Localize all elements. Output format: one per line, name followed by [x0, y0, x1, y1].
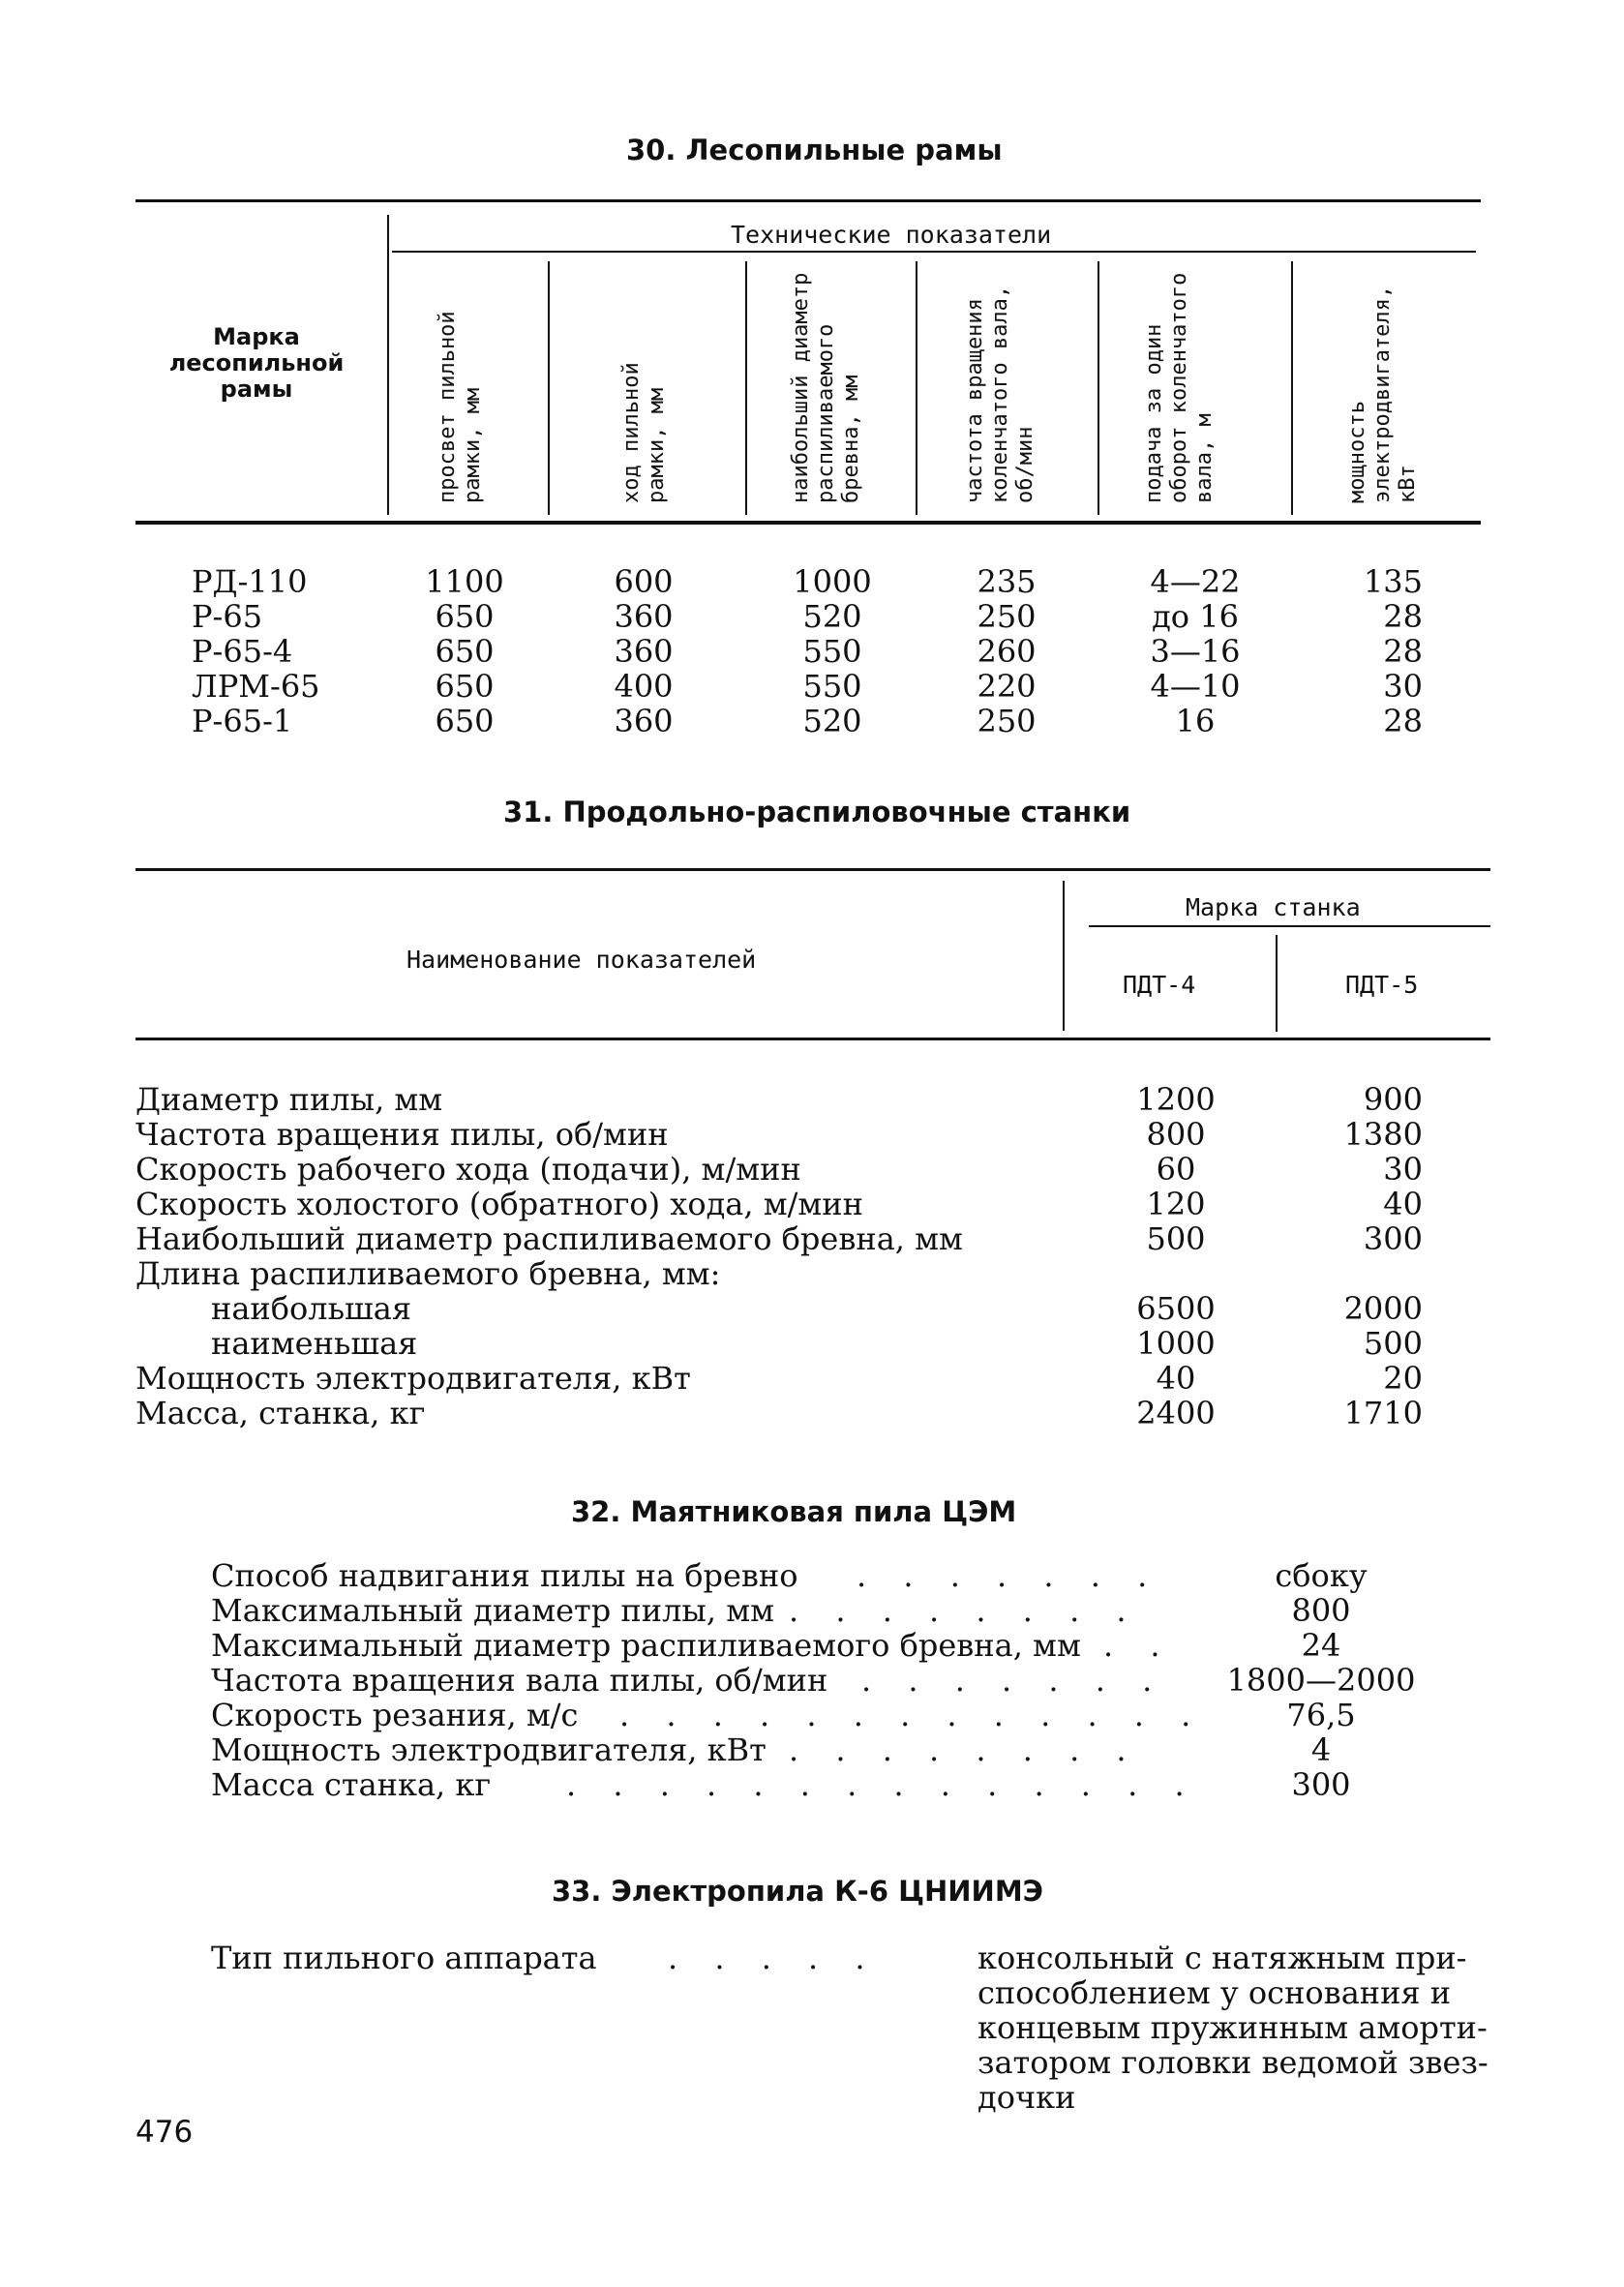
- table-31-name-header: Наименование показателей: [406, 946, 757, 974]
- table-31-col-2: ПДТ-5: [1345, 971, 1419, 999]
- table-30-title: 30. Лесопильные рамы: [626, 134, 1003, 166]
- table-30-header-rule: [135, 521, 1481, 525]
- table-row-label: Диаметр пилы, мм: [135, 1081, 443, 1118]
- spec-label: Тип пильного аппарата: [211, 1940, 597, 1976]
- frame-name: Р-65: [192, 598, 263, 635]
- table-cell: 6500: [1136, 1290, 1216, 1327]
- table-cell: 60: [1156, 1151, 1196, 1188]
- table-cell: 120: [1146, 1186, 1206, 1222]
- table-cell: 550: [802, 668, 862, 705]
- value-line: концевым пружинным аморти-: [977, 2009, 1488, 2046]
- leader-dots: . . . . . . .: [861, 1662, 1166, 1699]
- spec-value: 76,5: [1286, 1697, 1356, 1733]
- frame-name: ЛРМ-65: [192, 668, 320, 705]
- table-row-label: Масса, станка, кг: [135, 1395, 426, 1431]
- leader-dots: . . . . .: [668, 1940, 879, 1976]
- table-30-sep-1: [387, 215, 389, 515]
- spec-label: Мощность электродвигателя, кВт: [211, 1731, 767, 1768]
- table-30-group-header: Технические показатели: [731, 221, 1052, 249]
- table-31-title: 31. Продольно-распиловочные станки: [503, 796, 1131, 828]
- table-30-sep-4: [916, 261, 917, 515]
- table-row-label: Скорость рабочего хода (подачи), м/мин: [135, 1151, 801, 1188]
- leader-dots: . . . . . . . . . . . . . .: [566, 1766, 1198, 1803]
- table-cell: 520: [802, 703, 862, 739]
- table-30-sep-3: [745, 261, 747, 515]
- table-cell: 360: [614, 703, 674, 739]
- column-header-6: мощность электродвигателя, кВт: [1345, 285, 1420, 503]
- table-cell: 650: [435, 703, 495, 739]
- table-cell: 40: [1383, 1186, 1423, 1222]
- spec-label: Масса станка, кг: [211, 1766, 492, 1803]
- table-cell: 235: [977, 563, 1037, 600]
- frame-name: РД-110: [192, 563, 308, 600]
- value-line: консольный с натяжным при-: [977, 1940, 1467, 1976]
- value-line: затором головки ведомой звез-: [977, 2044, 1489, 2081]
- table-cell: 1710: [1343, 1395, 1423, 1431]
- table-cell: 28: [1383, 598, 1423, 635]
- table-cell: 28: [1383, 633, 1423, 670]
- table-cell: 500: [1146, 1220, 1206, 1257]
- page-number: 476: [135, 2115, 194, 2150]
- table-31-sep-1: [1063, 881, 1065, 1031]
- table-cell: 4—10: [1150, 668, 1241, 705]
- spec-label: Способ надвигания пилы на бревно: [211, 1557, 798, 1594]
- table-cell: 1000: [793, 563, 872, 600]
- table-cell: 250: [977, 703, 1037, 739]
- table-cell: 20: [1383, 1360, 1423, 1397]
- leader-dots: . . . . . . . .: [789, 1731, 1140, 1768]
- table-cell: 550: [802, 633, 862, 670]
- table-row-label: Наибольший диаметр распиливаемого бревна, мм: [135, 1220, 963, 1257]
- table-cell: 30: [1383, 668, 1423, 705]
- row-header-text: Марка лесопильной рамы: [168, 323, 345, 403]
- column-header-1: просвет пильной рамки, мм: [436, 311, 485, 503]
- frame-name: Р-65-1: [192, 703, 293, 739]
- table-cell: 260: [977, 633, 1037, 670]
- table-cell: 360: [614, 633, 674, 670]
- table-cell: 220: [977, 668, 1037, 705]
- column-header-3: наибольший диаметр распиливаемого бревна, мм: [789, 272, 863, 503]
- value-line: дочки: [977, 2079, 1076, 2116]
- table-30-top-rule: [135, 199, 1481, 202]
- spec-value: 800: [1291, 1592, 1351, 1629]
- table-cell: 650: [435, 633, 495, 670]
- spec-value: 24: [1301, 1627, 1341, 1664]
- table-cell: 650: [435, 598, 495, 635]
- spec-label: Максимальный диаметр пилы, мм: [211, 1592, 774, 1629]
- spec-value: 300: [1291, 1766, 1351, 1803]
- spec-value: 1800—2000: [1226, 1662, 1416, 1699]
- value-line: способлением у основания и: [977, 1974, 1452, 2011]
- section-33-title: 33. Электропила К-6 ЦНИИМЭ: [552, 1875, 1043, 1908]
- table-30-row-header: [135, 324, 377, 403]
- table-cell: 600: [614, 563, 674, 600]
- table-cell: 1100: [425, 563, 504, 600]
- table-row-label: Мощность электродвигателя, кВт: [135, 1360, 691, 1397]
- spec-value: 4: [1310, 1731, 1332, 1768]
- leader-dots: . . . . . . . .: [789, 1592, 1140, 1629]
- table-31-header-rule: [135, 1038, 1490, 1040]
- table-cell: 400: [614, 668, 674, 705]
- table-31-col-1: ПДТ-4: [1123, 971, 1196, 999]
- table-cell: до 16: [1152, 598, 1239, 635]
- leader-dots: . . . . . . . . . . . . .: [619, 1697, 1205, 1733]
- table-cell: 800: [1146, 1116, 1206, 1153]
- table-cell: 135: [1363, 563, 1423, 600]
- table-30-group-rule: [392, 251, 1476, 253]
- frame-name: Р-65-4: [192, 633, 293, 670]
- table-31-sep-2: [1276, 935, 1278, 1032]
- table-cell: 1000: [1136, 1325, 1216, 1362]
- leader-dots: . .: [1103, 1627, 1174, 1664]
- table-cell: 900: [1363, 1081, 1423, 1118]
- table-cell: 250: [977, 598, 1037, 635]
- table-cell: 360: [614, 598, 674, 635]
- table-30-sep-6: [1291, 261, 1293, 515]
- spec-label: Максимальный диаметр распиливаемого бревна, мм: [211, 1627, 1081, 1664]
- table-30-sep-5: [1098, 261, 1099, 515]
- table-cell: 1380: [1343, 1116, 1423, 1153]
- spec-value: сбоку: [1275, 1557, 1368, 1594]
- table-cell: 28: [1383, 703, 1423, 739]
- table-cell: 40: [1156, 1360, 1196, 1397]
- table-cell: 300: [1363, 1220, 1423, 1257]
- table-cell: 1200: [1136, 1081, 1216, 1118]
- column-header-5: подача за один оборот коленчатого вала, м: [1142, 272, 1217, 503]
- table-row-label: Частота вращения пилы, об/мин: [135, 1116, 669, 1153]
- table-row-label: наибольшая: [211, 1290, 412, 1327]
- table-row-label: наименьшая: [211, 1325, 418, 1362]
- column-header-2: ход пильной рамки, мм: [619, 362, 669, 503]
- table-cell: 4—22: [1150, 563, 1241, 600]
- leader-dots: . . . . . . .: [857, 1557, 1161, 1594]
- table-cell: 3—16: [1150, 633, 1241, 670]
- table-cell: 520: [802, 598, 862, 635]
- table-cell: 16: [1175, 703, 1216, 739]
- spec-label: Частота вращения вала пилы, об/мин: [211, 1662, 828, 1699]
- table-30-sep-2: [548, 261, 550, 515]
- spec-label: Скорость резания, м/с: [211, 1697, 579, 1733]
- table-row-label: Длина распиливаемого бревна, мм:: [135, 1255, 721, 1292]
- table-cell: 2400: [1136, 1395, 1216, 1431]
- table-31-group-header: Марка станка: [1186, 893, 1361, 921]
- table-31-group-rule: [1089, 925, 1490, 927]
- table-row-label: Скорость холостого (обратного) хода, м/мин: [135, 1186, 863, 1222]
- column-header-4: частота вращения коленчатого вала, об/мин: [963, 285, 1038, 503]
- section-32-title: 32. Маятниковая пила ЦЭМ: [571, 1495, 1017, 1528]
- section-33-value: [977, 1941, 1500, 2115]
- table-31-top-rule: [135, 868, 1490, 871]
- table-cell: 500: [1363, 1325, 1423, 1362]
- table-cell: 650: [435, 668, 495, 705]
- table-cell: 2000: [1343, 1290, 1423, 1327]
- table-cell: 30: [1383, 1151, 1423, 1188]
